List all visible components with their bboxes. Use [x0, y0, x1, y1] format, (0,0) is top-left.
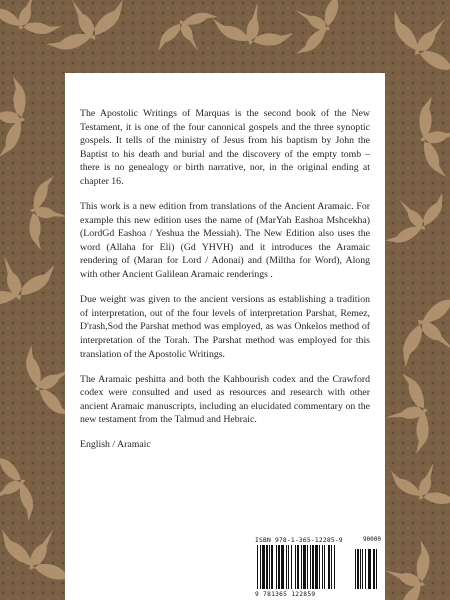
back-cover-panel: [65, 73, 385, 600]
price-code: 90000: [362, 536, 381, 543]
description-paragraph: Due weight was given to the ancient versions as establishing a tradition of interpretation, out of the four levels of interpretation Parshat, Remez, D'rash,Sod the Parshat method was employed, as was Onkelos method of interpretation of the Torah. The Parshat method was employed for this translation of the Apostolic Writings.: [80, 294, 370, 360]
description-paragraph: This work is a new edition from translations of the Ancient Aramaic. For example this new edition uses the name of (MarYah Eashoa Mshcekha)(LordGd Eashoa / Yeshua the Messiah). The New Edition also uses the word (Allaha for Eli) (Gd YHVH) and it introduces the Aramaic rendering of (Maran for Lord / Adonai) and (Miltha for Word), Along with other Ancient Galilean Aramaic renderings .: [80, 201, 370, 281]
isbn-label: ISBN 978-1-365-12285-9: [255, 537, 343, 544]
language-note: English / Aramaic: [80, 439, 151, 451]
barcode-digits: 9 781365 122859: [255, 591, 381, 598]
isbn-barcode: [251, 534, 385, 600]
barcode-bars: [255, 545, 381, 595]
description-paragraph: The Apostolic Writings of Marquas is the second book of the New Testament, it is one of the four canonical gospels and the three synoptic gospels. It tells of the ministry of Jesus from his baptism by John the Baptist to his death and burial and the discovery of the empty tomb – there is no genealogy or birth narrative, nor, in the original ending at chapter 16.: [80, 108, 370, 187]
description-paragraph: The Aramaic peshitta and both the Kahbourish codex and the Crawford codex were consulted and used as resources and research with other ancient Aramaic manuscripts, including an elucidated commentary on the new testament from the Talmud and Hebraic.: [80, 373, 370, 426]
